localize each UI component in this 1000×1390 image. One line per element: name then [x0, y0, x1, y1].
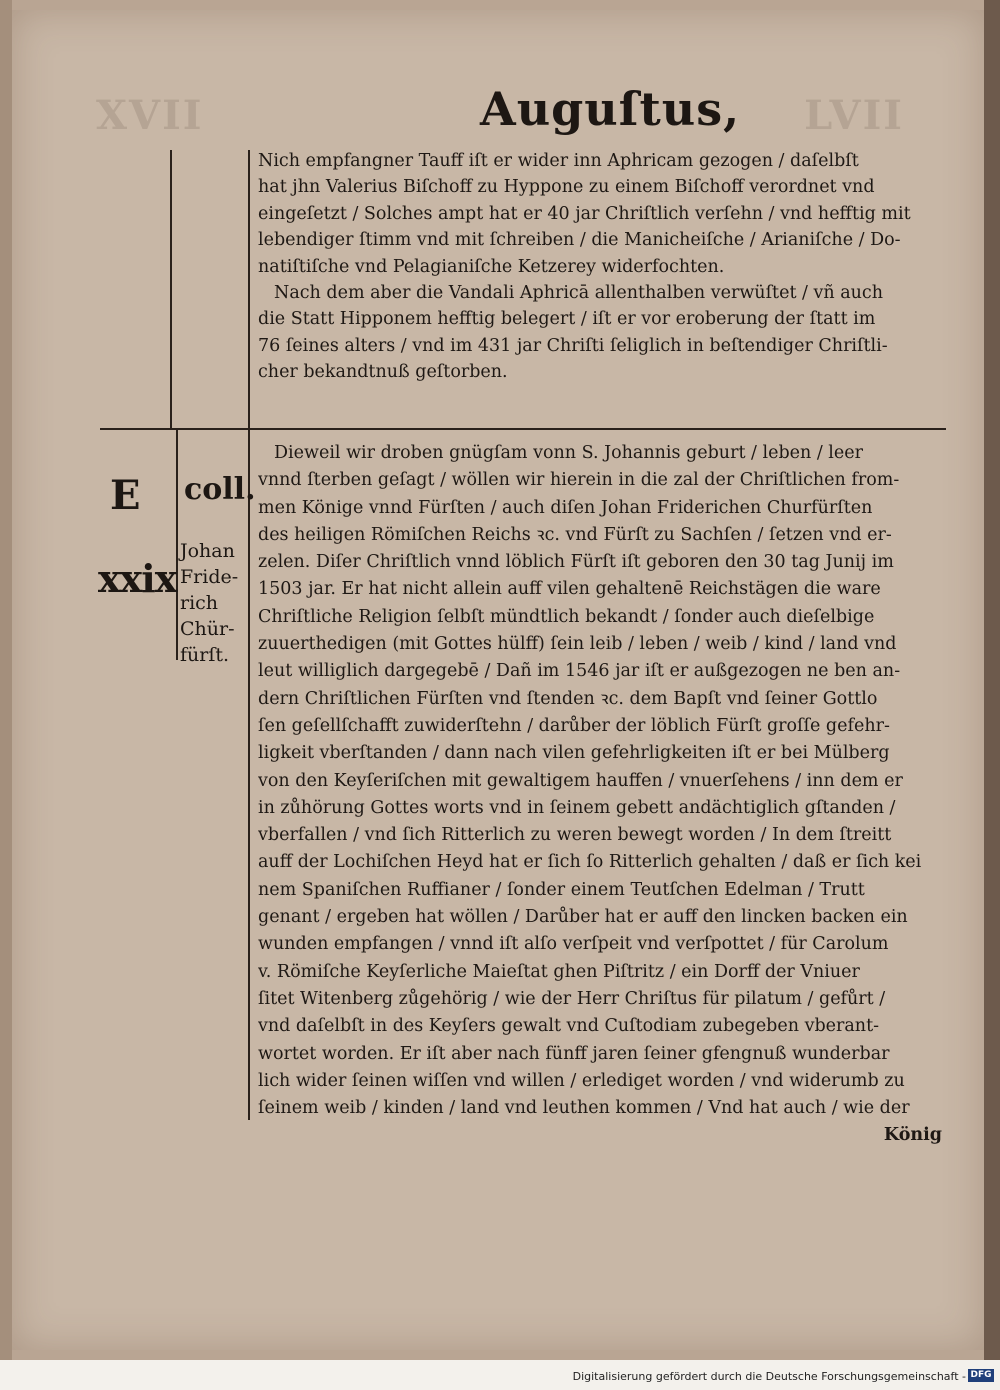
margin-note-line: Chür‑ — [180, 618, 235, 640]
text-line: wortet worden. Er iſt aber nach fünff jaren ſeiner gfengnuß wunderbar — [258, 1043, 890, 1064]
page-edge-right — [984, 0, 1000, 1360]
augustinus-text — [258, 148, 948, 386]
text-line: in zůhörung Gottes worts vnd in ſeinem gebett andächtiglich gſtanden / — [258, 797, 896, 818]
text-line: auff der Lochiſchen Heyd hat er ſich ſo Ritterlich gehalten / daß er ſich kei — [258, 852, 922, 873]
text-line: ſen geſellſchafft zuwiderſtehn / darůber der löblich Fürſt groſſe gefehr‑ — [258, 715, 890, 736]
section-rule — [100, 428, 946, 430]
text-line: eingeſetzt / Solches ampt hat er 40 jar Chriſtlich verſehn / vnd hefftig mit — [258, 203, 911, 224]
margin-note-line: Johan — [180, 540, 235, 562]
text-line: leut williglich dargegebē / Dañ im 1546 jar iſt er außgezogen ne ben an‑ — [258, 661, 901, 682]
left-rule-1 — [170, 150, 172, 430]
footer-credit: Digitalisierung gefördert durch die Deutsche Forschungsgemeinschaft - — [572, 1370, 966, 1383]
margin-note-line: Fride‑ — [180, 566, 239, 588]
margin-number: xxix — [98, 556, 177, 601]
text-line: vnd daſelbſt in des Keyſers gewalt vnd Cuſtodiam zubegeben vberant‑ — [258, 1016, 880, 1037]
text-line: wunden empfangen / vnnd iſt alſo verſpeit vnd verſpottet / für Carolum — [258, 934, 889, 955]
page-edge-left — [0, 0, 12, 1360]
text-line: vberfallen / vnd ſich Ritterlich zu weren bewegt worden / In dem ſtreitt — [258, 825, 892, 846]
text-line: dern Chriſtlichen Fürſten vnd ſtenden ꝛc. dem Bapſt vnd ſeiner Gottlo — [258, 688, 878, 709]
bleed-through-right: LVII — [804, 92, 904, 139]
text-line: Nach dem aber die Vandali Aphricā allenthalben verwüſtet / vñ auch — [274, 282, 883, 303]
catchword: König — [883, 1125, 942, 1146]
text-line: vnnd ſterben geſagt / wöllen wir hierein in die zal der Chriſtlichen from‑ — [258, 470, 900, 491]
text-line: zuuerthedigen (mit Gottes hülff) ſein leib / leben / weib / kind / land vnd — [258, 634, 897, 655]
text-line: ſeinem weib / kinden / land vnd leuthen kommen / Vnd hat auch / wie der — [258, 1098, 910, 1119]
text-line: genant / ergeben hat wöllen / Darůber hat er auff den lincken backen ein — [258, 907, 908, 928]
text-line: ligkeit vberſtanden / dann nach vilen gefehrligkeiten iſt er bei Mülberg — [258, 743, 890, 764]
text-line: Nich empfangner Tauff iſt er wider inn Aphricam gezogen / daſelbſt — [258, 151, 859, 171]
text-rule — [248, 150, 250, 1120]
text-line: nem Spaniſchen Ruffianer / ſonder einem Teutſchen Edelman / Trutt — [258, 879, 865, 900]
text-line: hat jhn Valerius Biſchoff zu Hyppone zu einem Biſchoff verordnet vnd — [258, 177, 875, 198]
margin-coll: coll. — [184, 472, 256, 507]
text-line: zelen. Diſer Chriſtlich vnnd löblich Fürſt iſt geboren den 30 tag Junij im — [258, 552, 894, 573]
johann-friedrich-text — [258, 440, 948, 1150]
page-title: Auguſtus, — [480, 82, 741, 136]
margin-initial: E — [110, 472, 141, 519]
text-line: v. Römiſche Keyſerliche Maieſtat ghen Piſtritz / ein Dorff der Vniuer — [258, 961, 860, 982]
text-line: cher bekandtnuß geſtorben. — [258, 362, 508, 383]
bleed-through-left: XVII — [96, 92, 204, 139]
text-line: lebendiger ſtimm vnd mit ſchreiben / die Manicheiſche / Arianiſche / Do‑ — [258, 230, 901, 251]
margin-note-line: rich — [180, 592, 219, 614]
text-line: von den Keyſeriſchen mit gewaltigem hauffen / vnuerſehens / inn dem er — [258, 770, 903, 791]
text-line: natiſtiſche vnd Pelagianiſche Ketzerey widerfochten. — [258, 256, 725, 277]
text-line: ſitet Witenberg zůgehörig / wie der Herr Chriſtus für pilatum / gefůrt / — [258, 988, 886, 1009]
text-line: 76 ſeines alters / vnd im 431 jar Chriſti ſeliglich in beſtendiger Chriſtli‑ — [258, 335, 888, 356]
text-line: Dieweil wir droben gnügſam vonn S. Johannis geburt / leben / leer — [274, 443, 863, 463]
text-line: die Statt Hipponem hefftig belegert / iſt er vor eroberung der ſtatt im — [258, 309, 876, 330]
margin-note — [180, 538, 248, 668]
left-rule-2 — [176, 430, 178, 660]
text-line: des heiligen Römiſchen Reichs ꝛc. vnd Fürſt zu Sachſen / ſetzen vnd er‑ — [258, 524, 892, 545]
margin-note-line: fürſt. — [180, 644, 230, 666]
text-line: 1503 jar. Er hat nicht allein auff vilen gehaltenē Reichstägen die ware — [258, 579, 881, 600]
text-line: Chriſtliche Religion ſelbſt mündtlich bekandt / ſonder auch dieſelbige — [258, 606, 875, 627]
text-line: lich wider ſeinen wiſſen vnd willen / erlediget worden / vnd widerumb zu — [258, 1070, 905, 1091]
dfg-logo: DFG — [968, 1369, 994, 1382]
text-line: men Könige vnnd Fürſten / auch diſen Johan Friderichen Churfürſten — [258, 497, 873, 518]
